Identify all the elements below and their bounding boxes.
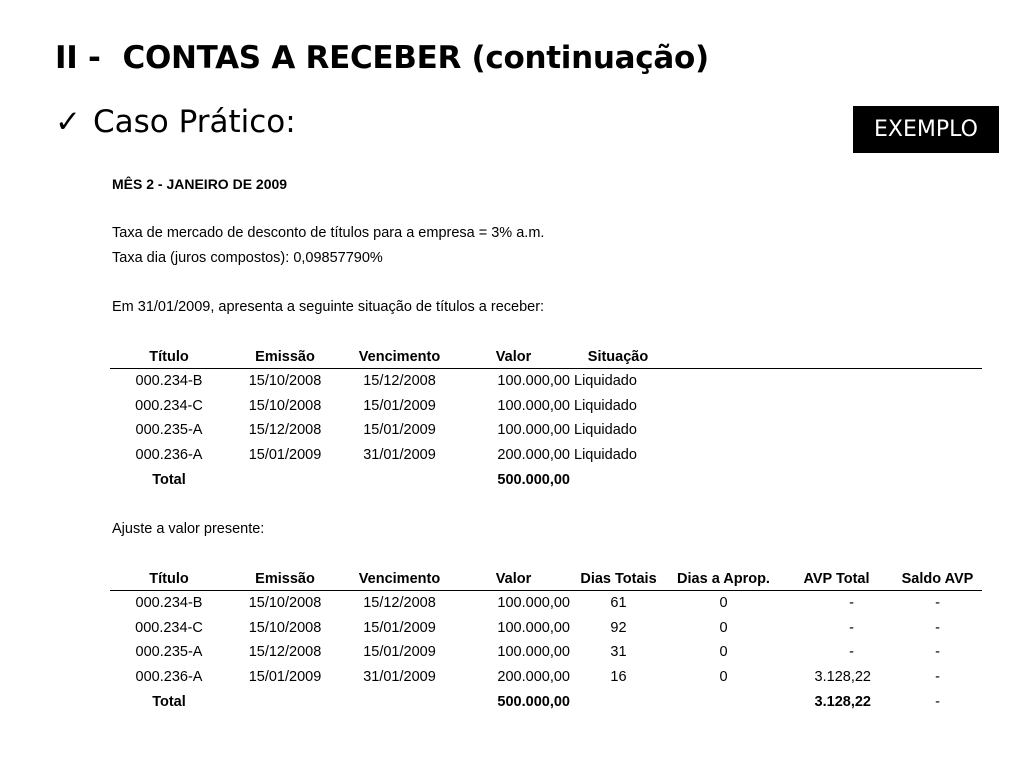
table-header-row: [110, 568, 982, 591]
total-label: Total: [152, 471, 186, 488]
total-valor: 500.000,00: [497, 693, 570, 710]
cell-titulo: 000.236-A: [135, 447, 203, 464]
cell-emissao: 15/10/2008: [248, 397, 322, 414]
total-label: Total: [152, 693, 186, 710]
cell-vencimento: 31/01/2009: [363, 669, 436, 686]
cell-dias-aprop: 0: [719, 644, 728, 661]
cell-situacao: Liquidado: [574, 422, 637, 439]
total-row: [110, 467, 982, 492]
subtitle-text: Caso Prático:: [92, 104, 296, 140]
cell-titulo: 000.234-C: [135, 619, 203, 636]
cell-emissao: 15/01/2009: [248, 669, 322, 686]
cell-saldo-avp: -: [935, 619, 940, 636]
cell-avp-total: -: [849, 619, 854, 636]
cell-saldo-avp: -: [935, 669, 940, 686]
total-row: [110, 689, 982, 714]
cell-dias-aprop: 0: [719, 595, 728, 612]
cell-saldo-avp: -: [935, 595, 940, 612]
col-header-blank: [666, 346, 982, 369]
cell-valor: 100.000,00: [497, 397, 570, 414]
cell-valor: 100.000,00: [497, 595, 570, 612]
cell-vencimento: 15/12/2008: [363, 373, 436, 390]
table-row: [110, 394, 982, 419]
cell-saldo-avp: -: [935, 644, 940, 661]
cell-valor: 200.000,00: [497, 447, 570, 464]
cell-avp-total: 3.128,22: [814, 669, 871, 686]
cell-dias-aprop: 0: [719, 669, 728, 686]
situation-intro-text: Em 31/01/2009, apresenta a seguinte situação de títulos a receber:: [112, 299, 545, 315]
total-valor: 500.000,00: [497, 471, 570, 488]
cell-dias-totais: 92: [610, 619, 627, 636]
cell-emissao: 15/12/2008: [248, 644, 322, 661]
cell-emissao: 15/10/2008: [248, 619, 322, 636]
col-header-titulo: Título: [110, 346, 228, 369]
col-header-avp-total: AVP Total: [780, 568, 893, 591]
col-header-dias-totais: Dias Totais: [570, 568, 667, 591]
col-header-situacao: Situação: [570, 346, 666, 369]
adjustment-intro-text: Ajuste a valor presente:: [112, 521, 265, 537]
cell-dias-aprop: 0: [719, 619, 728, 636]
cell-vencimento: 15/01/2009: [363, 397, 436, 414]
daily-rate-text: Taxa dia (juros compostos): 0,09857790%: [112, 250, 383, 266]
present-value-table: [110, 568, 982, 714]
cell-titulo: 000.235-A: [135, 422, 203, 439]
table-row: [110, 665, 982, 690]
col-header-emissao: Emissão: [228, 568, 342, 591]
section-number: II -: [55, 40, 101, 76]
table-row: [110, 369, 982, 394]
cell-titulo: 000.236-A: [135, 669, 203, 686]
cell-avp-total: -: [849, 644, 854, 661]
market-rate-text: Taxa de mercado de desconto de títulos para a empresa = 3% a.m.: [112, 225, 545, 241]
slide-subtitle: [55, 104, 296, 140]
section-title: CONTAS A RECEBER (continuação): [122, 40, 709, 76]
cell-titulo: 000.235-A: [135, 644, 203, 661]
table-row: [110, 616, 982, 641]
cell-dias-totais: 61: [610, 595, 627, 612]
cell-emissao: 15/01/2009: [248, 447, 322, 464]
cell-dias-totais: 31: [610, 644, 627, 661]
example-badge: EXEMPLO: [853, 106, 999, 153]
col-header-emissao: Emissão: [228, 346, 342, 369]
cell-situacao: Liquidado: [574, 397, 637, 414]
cell-valor: 100.000,00: [497, 619, 570, 636]
cell-titulo: 000.234-B: [135, 595, 203, 612]
col-header-saldo-avp: Saldo AVP: [893, 568, 982, 591]
month-heading: MÊS 2 - JANEIRO DE 2009: [112, 176, 288, 192]
checkmark-icon: ✓: [55, 104, 81, 140]
cell-vencimento: 15/01/2009: [363, 422, 436, 439]
table-header-row: [110, 346, 982, 369]
col-header-titulo: Título: [110, 568, 228, 591]
col-header-dias-aprop: Dias a Aprop.: [667, 568, 780, 591]
table-row: [110, 418, 982, 443]
cell-situacao: Liquidado: [574, 373, 637, 390]
cell-avp-total: -: [849, 595, 854, 612]
table-row: [110, 443, 982, 468]
total-avp: 3.128,22: [814, 693, 871, 710]
table-row: [110, 640, 982, 665]
cell-emissao: 15/10/2008: [248, 595, 322, 612]
cell-titulo: 000.234-C: [135, 397, 203, 414]
cell-vencimento: 15/01/2009: [363, 644, 436, 661]
cell-vencimento: 31/01/2009: [363, 447, 436, 464]
cell-vencimento: 15/01/2009: [363, 619, 436, 636]
cell-valor: 100.000,00: [497, 373, 570, 390]
cell-titulo: 000.234-B: [135, 373, 203, 390]
slide-title: [55, 40, 709, 76]
cell-dias-totais: 16: [610, 669, 627, 686]
cell-situacao: Liquidado: [574, 447, 637, 464]
total-saldo-avp: -: [935, 693, 940, 710]
cell-valor: 100.000,00: [497, 422, 570, 439]
table-row: [110, 591, 982, 616]
col-header-valor: Valor: [457, 568, 570, 591]
cell-valor: 200.000,00: [497, 669, 570, 686]
receivables-table: [110, 346, 982, 492]
col-header-vencimento: Vencimento: [342, 568, 457, 591]
cell-emissao: 15/12/2008: [248, 422, 322, 439]
cell-vencimento: 15/12/2008: [363, 595, 436, 612]
cell-valor: 100.000,00: [497, 644, 570, 661]
col-header-vencimento: Vencimento: [342, 346, 457, 369]
col-header-valor: Valor: [457, 346, 570, 369]
cell-emissao: 15/10/2008: [248, 373, 322, 390]
